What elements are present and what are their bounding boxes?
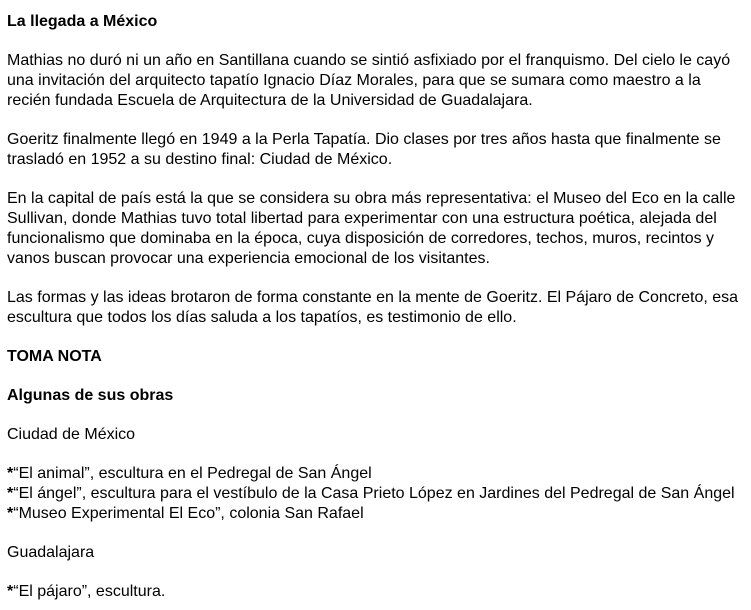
list-item [7, 484, 751, 504]
list-item-text: “El pájaro”, escultura. [13, 583, 166, 600]
paragraph-2 [7, 130, 751, 170]
paragraph-line: Las formas y las ideas brotaron de forma constante en la mente de Goeritz. El Pájaro de Concreto, esa [7, 289, 739, 306]
paragraph-line: una invitación del arquitecto tapatío Ignacio Díaz Morales, para que se sumara como maestro a la [7, 72, 701, 89]
bullet-star: * [7, 485, 14, 502]
list-item [7, 582, 751, 602]
works-heading: Algunas de sus obras [7, 387, 174, 404]
spacer [7, 111, 751, 130]
city-heading-gdl: Guadalajara [7, 544, 95, 561]
paragraph-1 [7, 51, 751, 111]
spacer [7, 524, 751, 543]
spacer [7, 406, 751, 425]
paragraph-line: funcionalismo que dominaba en la época, cuya disposición de corredores, techos, muros, recintos y [7, 230, 715, 247]
paragraph-line: Mathias no duró ni un año en Santillana cuando se sintió asfixiado por el franquismo. Del cielo le cayó [7, 52, 731, 69]
bullet-star: * [7, 465, 14, 482]
paragraph-line: vanos buscan provocar una experiencia emocional de los visitantes. [7, 250, 490, 267]
works-list-gdl [7, 582, 751, 602]
list-item-text: “El ángel”, escultura para el vestíbulo de la Casa Prieto López en Jardines del Pedregal de San Ángel [13, 485, 735, 502]
list-item-text: “Museo Experimental El Eco”, colonia San Rafael [13, 505, 364, 522]
city-heading-cdmx: Ciudad de México [7, 426, 136, 443]
note-heading: TOMA NOTA [7, 348, 102, 365]
spacer [7, 563, 751, 582]
paragraph-line: Sullivan, donde Mathias tuvo total libertad para experimentar con una estructura poética, alejada del [7, 210, 717, 227]
paragraph-line: trasladó en 1952 a su destino final: Ciudad de México. [7, 151, 393, 168]
section-heading: La llegada a México [7, 13, 158, 30]
list-item [7, 504, 751, 524]
list-item-text: “El animal”, escultura en el Pedregal de San Ángel [13, 465, 372, 482]
paragraph-line: escultura que todos los días saluda a los tapatíos, es testimonio de ello. [7, 309, 517, 326]
paragraph-4 [7, 288, 751, 328]
bullet-star: * [7, 583, 14, 600]
spacer [7, 269, 751, 288]
paragraph-line: Goeritz finalmente llegó en 1949 a la Perla Tapatía. Dio clases por tres años hasta que finalmente se [7, 131, 721, 148]
spacer [7, 328, 751, 347]
paragraph-line: En la capital de país está la que se considera su obra más representativa: el Museo del Eco en la calle [7, 190, 736, 207]
works-list-cdmx [7, 464, 751, 524]
paragraph-3 [7, 189, 751, 269]
bullet-star: * [7, 505, 14, 522]
paragraph-line: recién fundada Escuela de Arquitectura de la Universidad de Guadalajara. [7, 92, 533, 109]
spacer [7, 445, 751, 464]
spacer [7, 32, 751, 51]
spacer [7, 367, 751, 386]
list-item [7, 464, 751, 484]
spacer [7, 170, 751, 189]
